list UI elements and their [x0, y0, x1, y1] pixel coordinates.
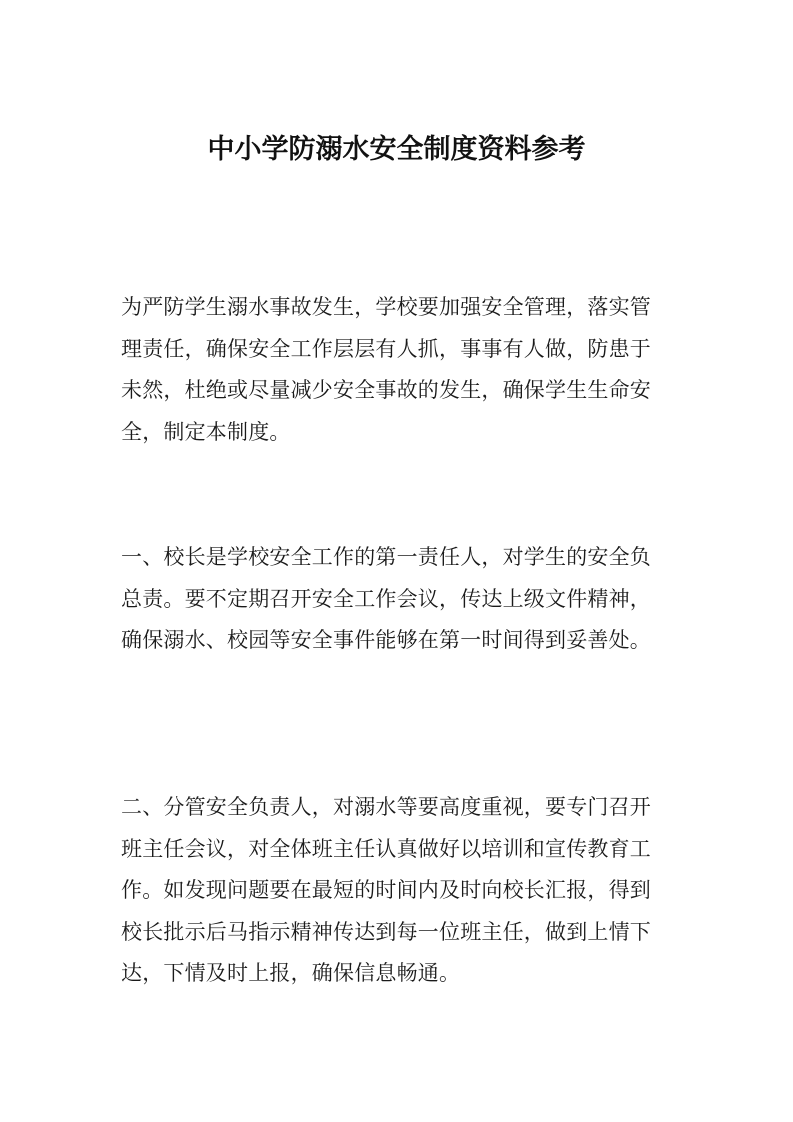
paragraph-line: 校长批示后马指示精神传达到每一位班主任，做到上情下: [121, 919, 651, 944]
paragraph-line: 二、分管安全负责人，对溺水等要高度重视，要专门召开: [121, 795, 651, 819]
paragraph-line: 理责任，确保安全工作层层有人抓，事事有人做，防患于: [121, 336, 651, 361]
paragraph-line: 总责。要不定期召开安全工作会议，传达上级文件精神，: [121, 586, 651, 611]
paragraph-line: 全，制定本制度。: [121, 419, 291, 444]
document-title: 中小学防溺水安全制度资料参考: [207, 134, 586, 165]
paragraph-line: 为严防学生溺水事故发生，学校要加强安全管理，落实管: [121, 295, 651, 319]
paragraph-line: 未然，杜绝或尽量减少安全事故的发生，确保学生生命安: [121, 378, 651, 402]
paragraph-line: 达，下情及时上报，确保信息畅通。: [121, 961, 461, 985]
section-one-paragraph: [121, 537, 681, 662]
section-two-paragraph: [121, 787, 681, 995]
paragraph-line: 班主任会议，对全体班主任认真做好以培训和宣传教育工: [121, 836, 651, 861]
intro-paragraph: [121, 287, 681, 453]
paragraph-line: 一、校长是学校安全工作的第一责任人，对学生的安全负: [121, 545, 651, 569]
paragraph-line: 作。如发现问题要在最短的时间内及时向校长汇报，得到: [121, 878, 651, 902]
paragraph-line: 确保溺水、校园等安全事件能够在第一时间得到妥善处。: [121, 628, 651, 652]
